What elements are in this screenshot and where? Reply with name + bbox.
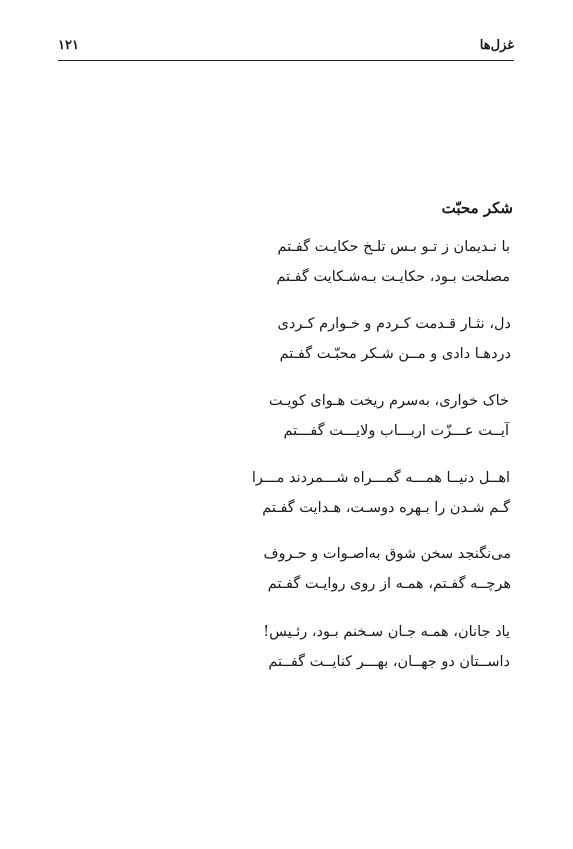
verse-line: دل، نثـار قـدمت کـردم و خـوارم کـردی: [277, 316, 511, 332]
stanza: [263, 617, 510, 677]
verse-line: داســتان دو جهــان، بهـــر کنایــت گفــتم: [268, 654, 510, 670]
stanza: [263, 539, 511, 599]
running-head: غزل‌ها: [479, 38, 514, 53]
poem-title: شکر محبّت: [441, 199, 513, 217]
verse-line: خاک خواری، به‌سرم ریخت هـوای کویـت: [268, 393, 509, 409]
verse-line: دردهـا دادی و مــن شـکر محبّـت گفـتم: [279, 346, 511, 362]
verse-line: با نـدیمان ز تـو بـس تلـخ حکایـت گفـتم: [277, 239, 510, 255]
stanza: [276, 232, 510, 292]
verse-line: هرچــه گفـتم، همـه از روی روایـت گفـتم: [267, 576, 511, 592]
verse-line: می‌نگنجد سخن شوق به‌اصـوات و حـروف: [263, 546, 511, 562]
stanza: [269, 386, 509, 446]
page-header: [58, 36, 514, 61]
verse-line: اهــل دنیــا همـــه گمـــراه شـــمردند مـــرا: [251, 470, 510, 486]
stanza: [252, 463, 510, 523]
verse-line: گـم شـدن را بـهره دوسـت، هـدایت گفـتم: [262, 500, 510, 516]
verse-line: یاد جانان، همـه جـان سـخنم بـود، رئـیس!: [263, 624, 510, 640]
verse-line: آیــت عـــزّت اربـــاب ولایـــت گفـــتم: [283, 423, 509, 439]
stanza: [278, 309, 511, 369]
page-number: ۱۲۱: [58, 38, 79, 53]
verse-line: مصلحت بـود، حکایـت بـه‌شـکایت گفـتم: [276, 269, 510, 285]
